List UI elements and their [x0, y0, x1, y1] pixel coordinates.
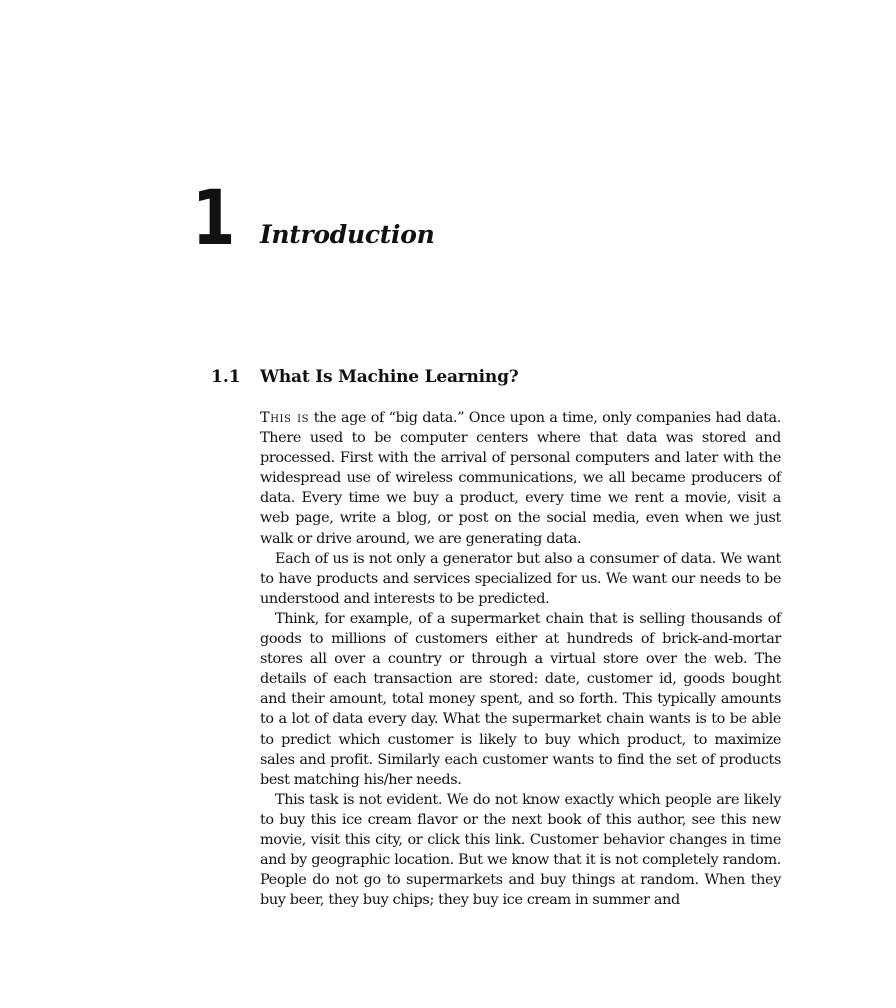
paragraph-4: This task is not evident. We do not know exactly which people are likely to buy this ice cream flavor or the next book of this author, see this new movie, visit this city, or click this link. Customer behavior changes in time and by geographic location. But we know that it is not completely random. People do not go to supermarkets and buy things at random. When they buy beer, they buy chips; they buy ice cream in summer and [260, 791, 781, 909]
paragraph-1 [260, 408, 781, 549]
chapter-title: Introduction [260, 220, 435, 249]
section-title: What Is Machine Learning? [260, 367, 519, 387]
paragraph-1-text: the age of “big data.” Once upon a time, only companies had data. There used to be computer centers where that data was stored and processed. First with the arrival of personal computers and later with the widespread use of wireless communications, we all became producers of data. Every time we buy a product, every time we rent a movie, visit a web page, write a blog, or post on the social media, even when we just walk or drive around, we are generating data. [260, 410, 782, 547]
paragraph-2: Each of us is not only a generator but also a consumer of data. We want to have products and services specialized for us. We want our needs to be understood and interests to be predicted. [260, 550, 781, 607]
paragraph-3: Think, for example, of a supermarket chain that is selling thousands of goods to millions of customers either at hundreds of brick-and-mortar stores all over a country or through a virtual store over the web. The details of each transaction are stored: date, customer id, goods bought and their amount, total money spent, and so forth. This typically amounts to a lot of data every day. What the supermarket chain wants is to be able to predict which customer is likely to buy which product, to maximize sales and profit. Similarly each customer wants to find the set of products best matching his/her needs. [260, 610, 781, 788]
chapter-number: 1 [192, 173, 234, 262]
section-number: 1.1 [211, 367, 241, 387]
body-text [260, 408, 781, 910]
paragraph-lead-smallcaps: This is [260, 410, 310, 426]
